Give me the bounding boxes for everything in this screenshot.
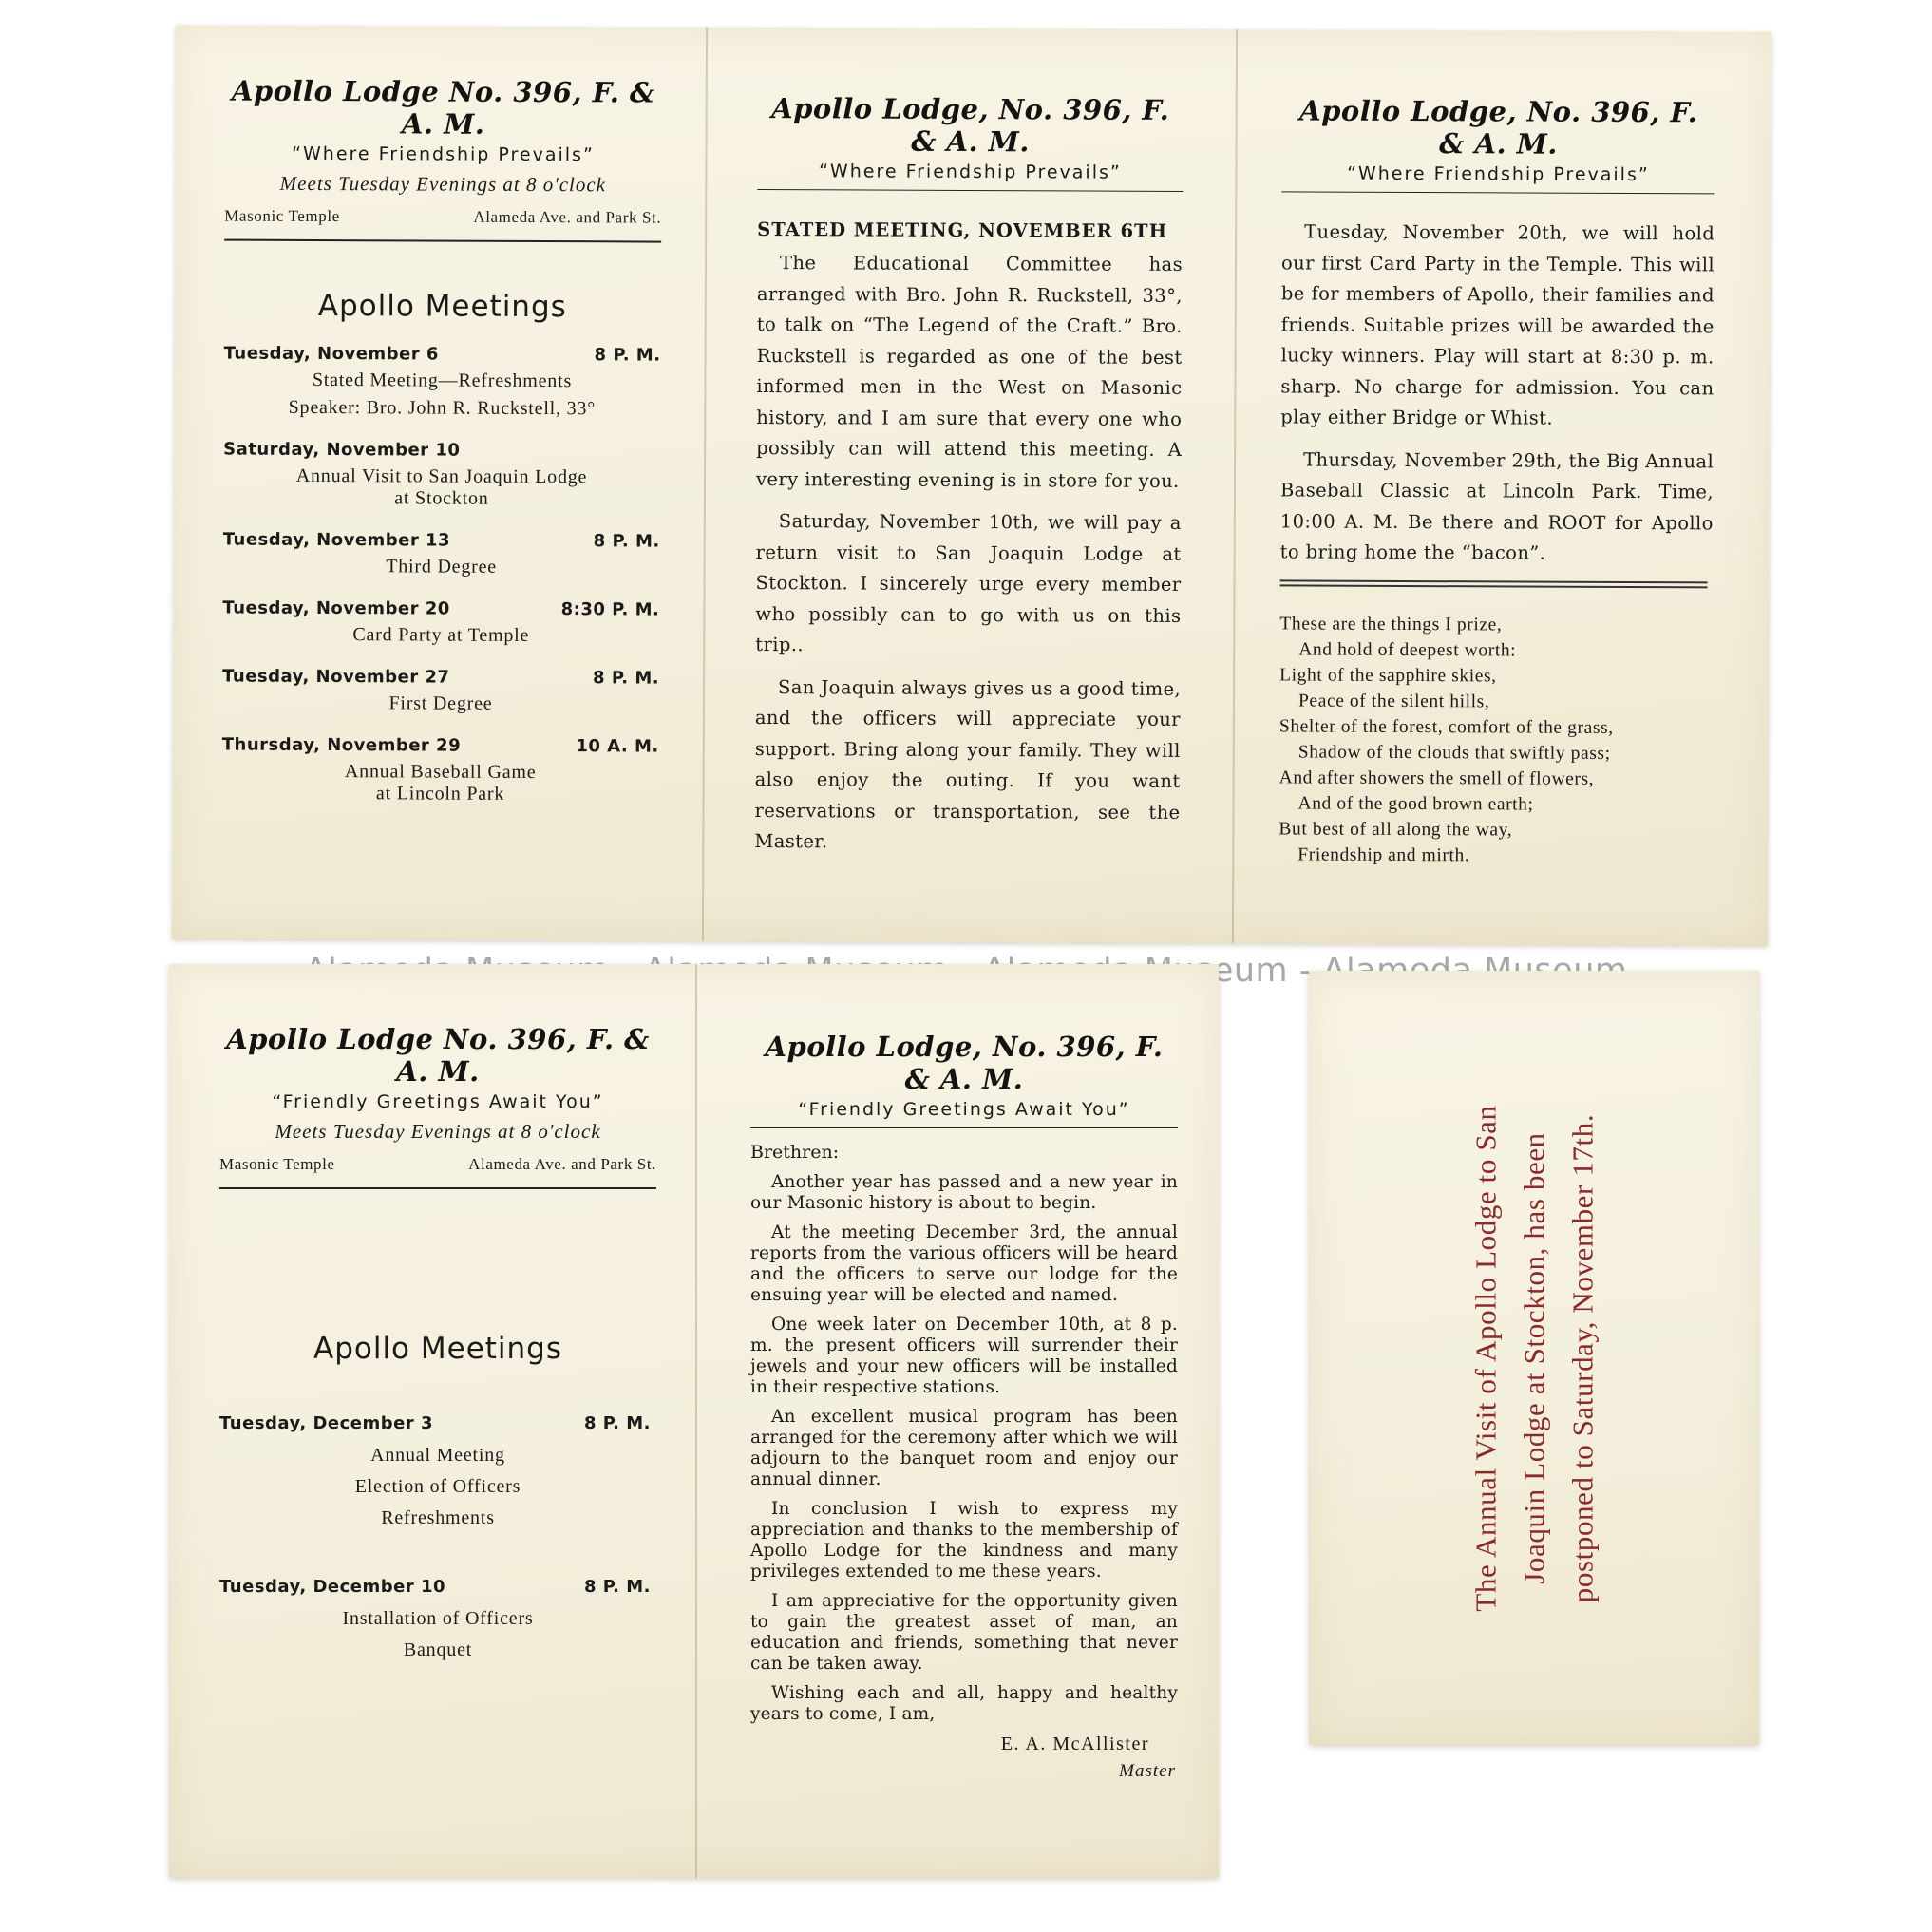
- lodge-name: Apollo Lodge, No. 396, F. & A. M.: [771, 92, 1170, 159]
- venue-address: Alameda Ave. and Park St.: [473, 207, 662, 227]
- poem-line: And hold of deepest worth:: [1298, 639, 1517, 661]
- paragraph: The Educational Committee has arranged with Bro. John R. Ruckstell, 33°, to talk on “The Legend of the Craft.” Bro. Ruckstell is regarded as one of the best informed men in the West on Masonic history, and I am sure that every one who possibly can will attend this meeting. A very interesting evening is in store for you.: [755, 252, 1184, 492]
- paragraph: Thursday, November 29th, the Big Annual Baseball Classic at Lincoln Park. Time, 10:00 A. M. Be there and ROOT for Apollo to bring home the “bacon”.: [1279, 448, 1714, 564]
- venue-name: Masonic Temple: [219, 1155, 335, 1173]
- event-item: [219, 1413, 656, 1529]
- november-right-panel: [1279, 94, 1715, 868]
- event-description: Annual Visit to San Joaquin Lodge: [295, 464, 588, 488]
- event-date: Tuesday, December 3: [219, 1413, 433, 1433]
- fold-line: [1232, 29, 1238, 943]
- signature: E. A. McAllister: [1000, 1733, 1149, 1754]
- announcement-text: [1280, 217, 1715, 569]
- venue-address: Alameda Ave. and Park St.: [468, 1155, 656, 1173]
- event-time: 8 P. M.: [593, 531, 660, 552]
- lodge-name: Apollo Lodge, No. 396, F. & A. M.: [1299, 94, 1698, 161]
- poem-line: These are the things I prize,: [1279, 613, 1503, 635]
- meeting-schedule-note: Meets Tuesday Evenings at 8 o'clock: [279, 171, 607, 197]
- november-front-panel: [222, 75, 662, 806]
- event-time: 8 P. M.: [593, 668, 660, 689]
- event-time: 10 A. M.: [576, 736, 659, 757]
- paragraph: In conclusion I wish to express my appreciation and thanks to the membership of Apollo Lodge for the kindness and many privileges extended to me these years.: [750, 1499, 1178, 1582]
- divider: [219, 1187, 656, 1189]
- event-date: Tuesday, December 10: [219, 1577, 446, 1597]
- meetings-title: Apollo Meetings: [317, 288, 567, 325]
- lodge-motto: “Friendly Greetings Await You”: [272, 1091, 604, 1112]
- poem-line: But best of all along the way,: [1279, 818, 1513, 840]
- event-description: Banquet: [403, 1639, 473, 1660]
- venue-name: Masonic Temple: [224, 206, 340, 226]
- event-description: Installation of Officers: [342, 1608, 534, 1629]
- paragraph: One week later on December 10th, at 8 p. m. the present officers will surrender their jewels and your new officers will be installed in their respective stations.: [750, 1315, 1178, 1397]
- paragraph: San Joaquin always gives us a good time, and the officers will appreciate your support. Bring along your family. They will also enjoy the outing. If you want reservations or transportation, see the Master.: [754, 675, 1182, 853]
- lodge-motto: “Friendly Greetings Await You”: [798, 1099, 1130, 1120]
- paragraph: Tuesday, November 20th, we will hold our first Card Party in the Temple. This will be for members of Apollo, their families and friends. Suitable prizes will be awarded the lucky winners. Play will start at 8:30 p. m. sharp. No charge for admission. You can play either Bridge or Whist.: [1280, 220, 1715, 429]
- event-item: [223, 440, 660, 511]
- event-time: 8 P. M.: [594, 345, 661, 366]
- divider: [750, 1127, 1178, 1128]
- event-description: Speaker: Bro. John R. Ruckstell, 33°: [288, 396, 597, 420]
- poem-line: Shelter of the forest, comfort of the grass,: [1279, 715, 1614, 738]
- poem-line: And of the good brown earth;: [1297, 793, 1534, 815]
- event-description: Third Degree: [386, 556, 498, 578]
- lodge-name: Apollo Lodge, No. 396, F. & A. M.: [765, 1031, 1164, 1095]
- events-list: [222, 344, 661, 806]
- poem-line: And after showers the smell of flowers,: [1279, 767, 1595, 789]
- event-description: Annual Baseball Game: [344, 761, 537, 784]
- event-description: Refreshments: [381, 1507, 495, 1528]
- event-description: Card Party at Temple: [352, 624, 530, 646]
- divider: [224, 239, 661, 243]
- letter-text: [750, 1172, 1178, 1725]
- lodge-name: Apollo Lodge No. 396, F. & A. M.: [231, 74, 655, 141]
- event-date: Tuesday, November 27: [222, 666, 450, 688]
- paragraph: Wishing each and all, happy and healthy years to come, I am,: [750, 1683, 1178, 1724]
- paragraph: An excellent musical program has been arranged for the ceremony after which we will adjourn to the banquet room and enjoy our annual dinner.: [750, 1407, 1178, 1489]
- november-leaflet: [172, 25, 1771, 945]
- event-date: Tuesday, November 20: [222, 597, 450, 619]
- address-line: [224, 207, 661, 228]
- poem-line: Friendship and mirth.: [1297, 844, 1470, 865]
- lodge-motto: “Where Friendship Prevails”: [819, 161, 1122, 183]
- poem: [1279, 611, 1713, 869]
- poem-line: Peace of the silent hills,: [1297, 691, 1490, 711]
- event-item: [222, 667, 659, 716]
- event-date: Tuesday, November 13: [222, 529, 451, 551]
- event-time: 8:30 P. M.: [560, 599, 660, 620]
- event-item: [223, 530, 660, 579]
- december-leaflet: [169, 964, 1219, 1878]
- address-line: [219, 1155, 656, 1174]
- signature-title: Master: [1119, 1761, 1176, 1781]
- lodge-motto: “Where Friendship Prevails”: [292, 142, 595, 166]
- lodge-name: Apollo Lodge No. 396, F. & A. M.: [226, 1023, 650, 1088]
- postponement-notice: [1309, 971, 1759, 1745]
- event-description: Annual Meeting: [370, 1445, 505, 1466]
- event-description: Election of Officers: [354, 1476, 521, 1497]
- event-time: 8 P. M.: [583, 1577, 651, 1597]
- notice-text: The Annual Visit of Apollo Lodge to San Joaquin Lodge at Stockton, has been postponed to Saturday, November 17th.: [1468, 1104, 1600, 1612]
- meeting-schedule-note: Meets Tuesday Evenings at 8 o'clock: [275, 1120, 601, 1143]
- paragraph: Another year has passed and a new year in our Masonic history is about to begin.: [750, 1172, 1178, 1213]
- fold-line: [695, 964, 697, 1878]
- double-divider: [1280, 579, 1708, 588]
- museum-watermark: -: [1298, 952, 1312, 990]
- stated-meeting-heading: STATED MEETING, NOVEMBER 6TH: [757, 218, 1168, 242]
- poem-line: Light of the sapphire skies,: [1279, 664, 1497, 686]
- divider: [757, 189, 1183, 192]
- event-description: First Degree: [388, 692, 493, 714]
- event-date: Tuesday, November 6: [223, 343, 439, 365]
- event-description: at Lincoln Park: [375, 783, 505, 805]
- lodge-motto: “Where Friendship Prevails”: [1347, 162, 1650, 186]
- announcement-text: [754, 248, 1183, 859]
- paragraph: Saturday, November 10th, we will pay a return visit to San Joaquin Lodge at Stockton. I sincerely urge every member who possibly can to go with us on this trip..: [755, 510, 1182, 656]
- divider: [1281, 191, 1714, 194]
- december-front-panel: [219, 1023, 656, 1661]
- event-date: Saturday, November 10: [223, 439, 461, 461]
- event-item: [219, 1577, 656, 1661]
- fold-line: [702, 28, 708, 941]
- event-item: [222, 598, 659, 648]
- event-time: 8 P. M.: [583, 1413, 651, 1433]
- event-item: [223, 344, 660, 421]
- event-description: at Stockton: [394, 487, 489, 509]
- paragraph: At the meeting December 3rd, the annual reports from the various officers will be heard and the officers to serve our lodge for the ensuing year will be elected and named.: [750, 1222, 1178, 1305]
- salutation: Brethren:: [750, 1142, 840, 1163]
- november-middle-panel: [754, 92, 1184, 870]
- event-date: Thursday, November 29: [221, 734, 462, 756]
- event-item: [222, 735, 659, 806]
- event-description: Stated Meeting—Refreshments: [312, 369, 573, 392]
- poem-line: Shadow of the clouds that swiftly pass;: [1297, 742, 1611, 764]
- meetings-title: Apollo Meetings: [313, 1332, 563, 1366]
- paragraph: I am appreciative for the opportunity given to gain the greatest asset of man, an education and friends, something that never can be taken away.: [750, 1591, 1178, 1674]
- december-letter-panel: [750, 1031, 1178, 1782]
